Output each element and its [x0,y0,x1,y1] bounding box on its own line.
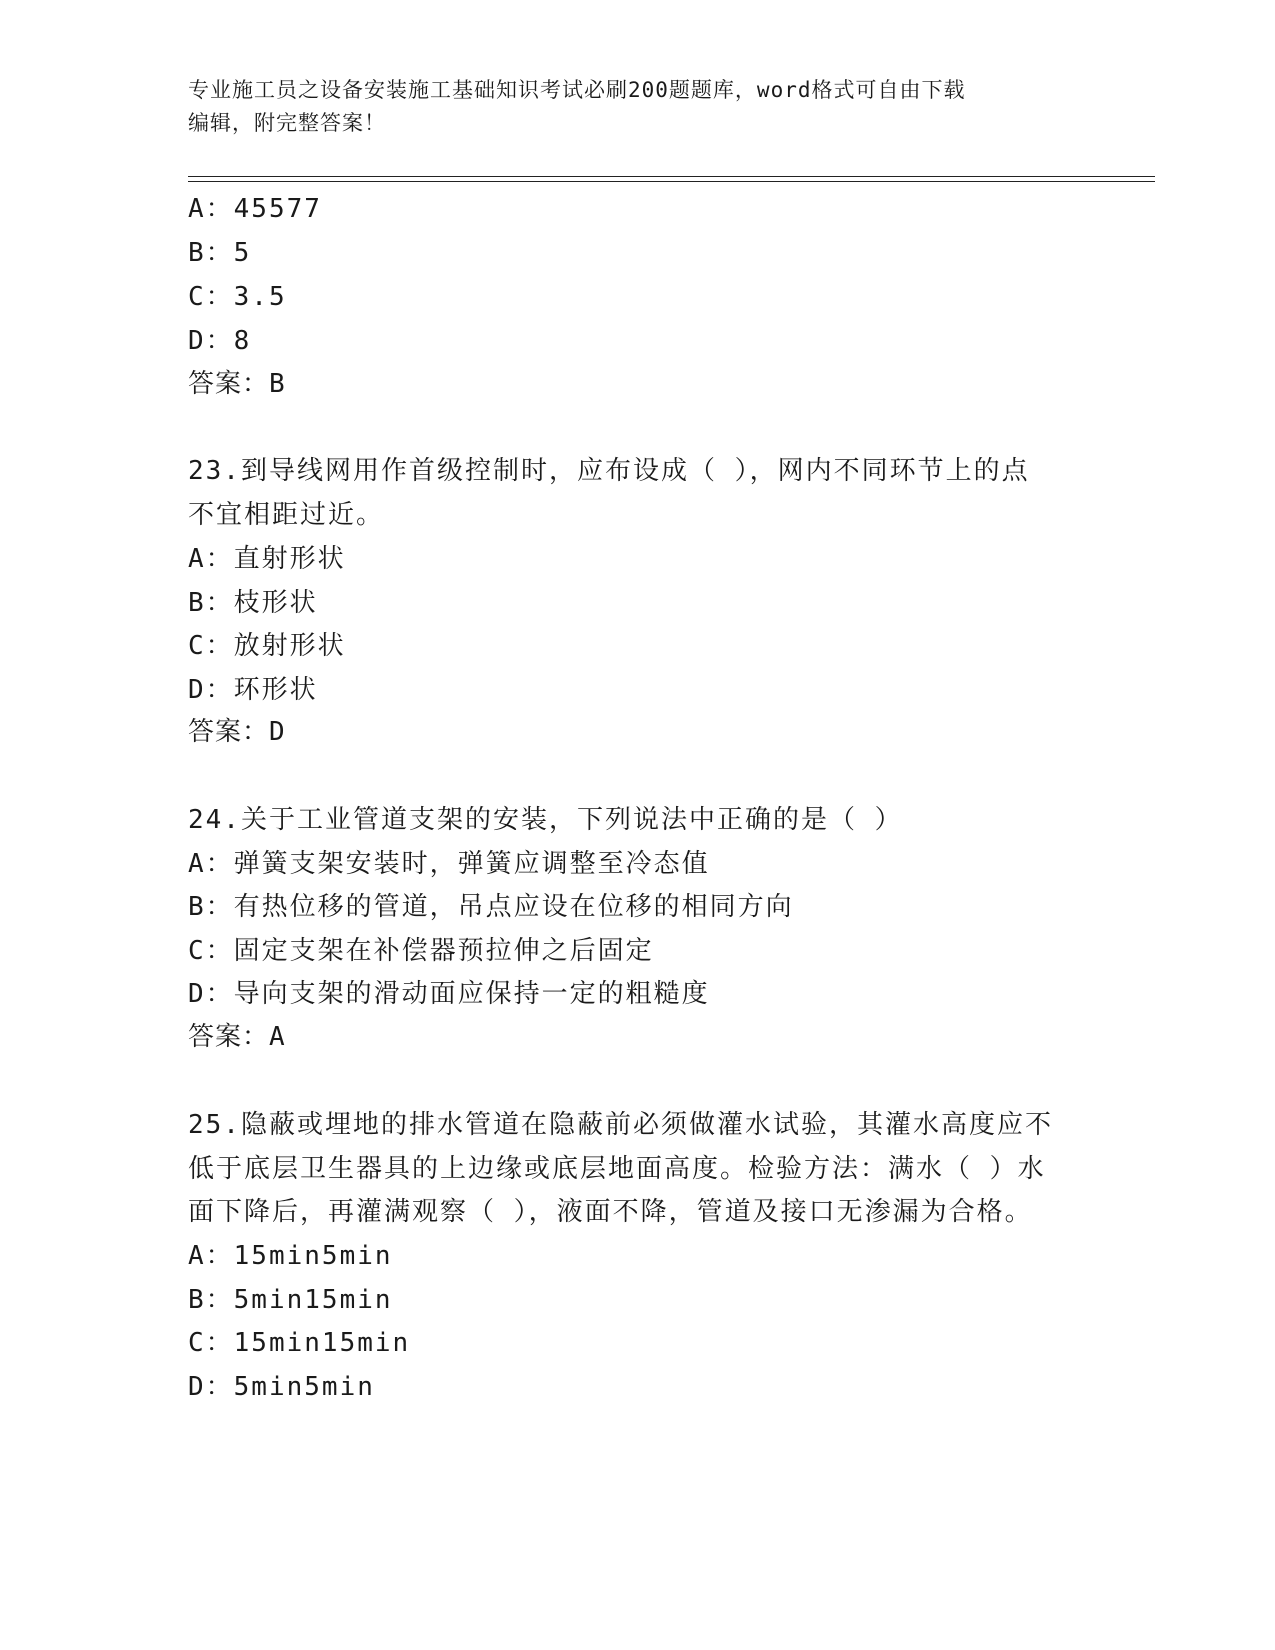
q25-option-c: C：15min15min [188,1328,411,1358]
q23-stem-line-1: 23.到导线网用作首级控制时，应布设成（ ），网内不同环节上的点 [188,456,1030,486]
q25-option-b: B：5min15min [188,1285,393,1315]
header-divider-top [188,176,1155,177]
q23-stem-line-2: 不宜相距过近。 [188,500,385,530]
q24-option-d: D：导向支架的滑动面应保持一定的粗糙度 [188,979,710,1009]
q25-stem-line-2: 低于底层卫生器具的上边缘或底层地面高度。检验方法：满水（ ）水 [188,1154,1046,1184]
q24-option-c: C：固定支架在补偿器预拉伸之后固定 [188,936,654,966]
q25-option-d: D：5min5min [188,1372,375,1402]
q23-answer: 答案：D [188,717,286,747]
q23-option-b: B：枝形状 [188,588,318,618]
q25-stem-line-3: 面下降后，再灌满观察（ ），液面不降，管道及接口无渗漏为合格。 [188,1197,1033,1227]
header-title-line-1: 专业施工员之设备安装施工基础知识考试必刷200题题库，word格式可自由下载 [188,78,966,102]
q24-option-b: B：有热位移的管道，吊点应设在位移的相同方向 [188,892,794,922]
q22-answer: 答案：B [188,369,286,399]
q22-option-d: D：8 [188,326,252,356]
q22-option-c: C：3.5 [188,282,287,312]
q25-option-a: A：15min5min [188,1241,393,1271]
q24-answer: 答案：A [188,1022,286,1052]
q23-option-d: D：环形状 [188,675,318,705]
document-header [188,74,1068,140]
q24-stem-line-1: 24.关于工业管道支架的安装，下列说法中正确的是（ ） [188,805,903,835]
q22-option-a: A：45577 [188,194,322,224]
q22-option-b: B：5 [188,238,252,268]
q23-option-a: A：直射形状 [188,544,346,574]
q25-stem-line-1: 25.隐蔽或埋地的排水管道在隐蔽前必须做灌水试验，其灌水高度应不 [188,1110,1053,1140]
header-divider-bottom [188,181,1155,182]
header-title-line-2: 编辑，附完整答案！ [188,111,386,135]
q23-option-c: C：放射形状 [188,631,346,661]
q24-option-a: A：弹簧支架安装时，弹簧应调整至冷态值 [188,849,710,879]
